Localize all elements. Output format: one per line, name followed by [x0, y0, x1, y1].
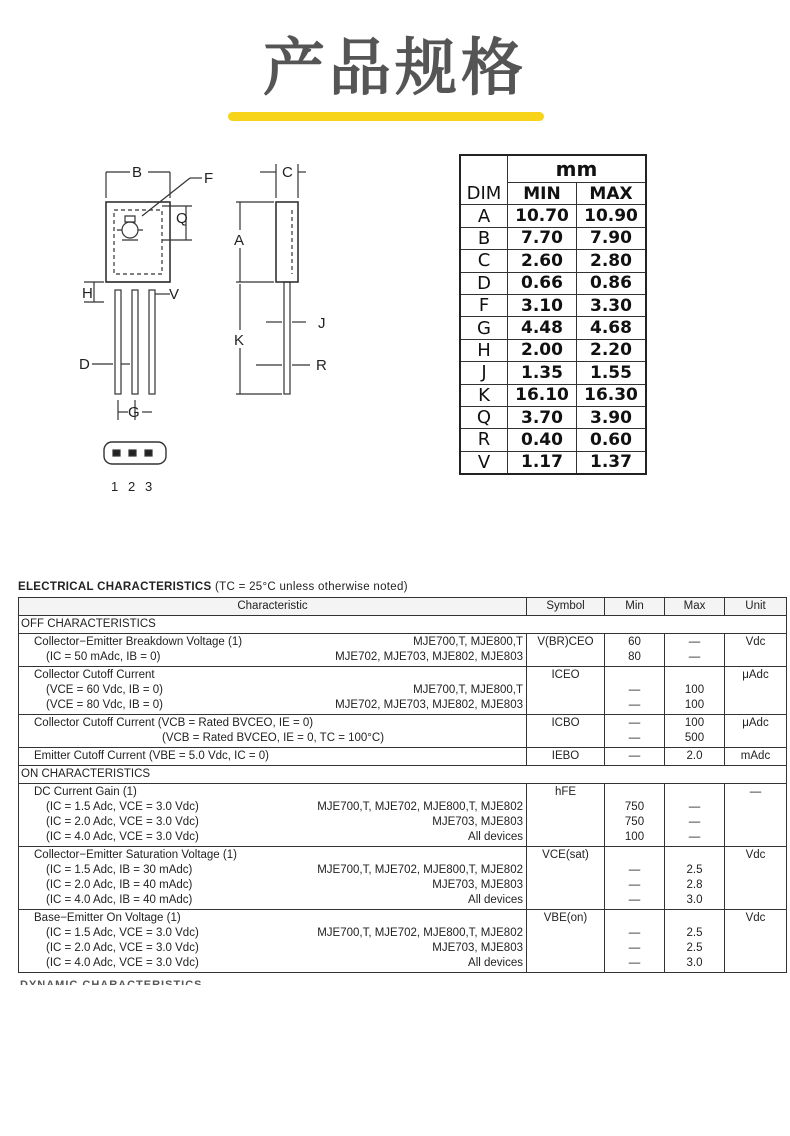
iceo-max2: 100	[684, 699, 705, 711]
vbeon-min2: —	[628, 942, 641, 954]
vcesat-min3: —	[628, 894, 641, 906]
iceo-parts2: MJE702, MJE703, MJE802, MJE803	[335, 699, 523, 711]
vcesat-parts3: All devices	[468, 894, 523, 906]
dimension-row	[460, 294, 646, 316]
dimension-max: 0.86	[577, 272, 647, 294]
hfe-min3: 100	[624, 831, 645, 843]
table-row	[19, 715, 787, 748]
vcesat-max2: 2.8	[686, 879, 703, 891]
col-min: Min	[605, 598, 665, 616]
vcesat-max1: 2.5	[686, 864, 703, 876]
vbeon-max3: 3.0	[686, 957, 703, 969]
front-inner-frame	[114, 210, 162, 274]
vcesat-name: Collector−Emitter Saturation Voltage (1)	[34, 849, 237, 861]
hfe-cond1: (IC = 1.5 Adc, VCE = 3.0 Vdc)	[46, 801, 199, 813]
col-max: Max	[665, 598, 725, 616]
hfe-name: DC Current Gain (1)	[34, 786, 137, 798]
iceo-symbol: ICEO	[527, 667, 605, 715]
pin-2-label: 2	[128, 479, 136, 494]
vbeon-max1: 2.5	[686, 927, 703, 939]
bv-unit: Vdc	[725, 634, 787, 667]
side-body	[276, 202, 298, 282]
label-r: R	[316, 357, 327, 374]
dim-header: DIM	[460, 155, 508, 205]
hfe-cond2: (IC = 2.0 Adc, VCE = 3.0 Vdc)	[46, 816, 199, 828]
max-header: MAX	[577, 183, 647, 205]
iceo-min1: —	[628, 684, 641, 696]
vbeon-parts3: All devices	[468, 957, 523, 969]
hfe-symbol: hFE	[527, 784, 605, 847]
electrical-characteristics	[18, 581, 778, 973]
dimension-dim: V	[460, 451, 508, 474]
electrical-table	[18, 597, 787, 973]
label-g: G	[128, 404, 140, 421]
hfe-min1: 750	[624, 801, 645, 813]
col-symbol: Symbol	[527, 598, 605, 616]
iebo-symbol: IEBO	[527, 748, 605, 766]
vbeon-symbol: VBE(on)	[527, 910, 605, 973]
section-off: OFF CHARACTERISTICS	[19, 616, 787, 634]
dimension-dim: D	[460, 272, 508, 294]
dimension-max: 1.37	[577, 451, 647, 474]
dimension-min: 7.70	[508, 227, 577, 249]
icbo-name: Collector Cutoff Current (VCB = Rated BVCEO, IE = 0)	[34, 717, 314, 729]
icbo-max2: 500	[684, 732, 705, 744]
bottom-whitespace	[18, 985, 790, 1136]
table-row	[19, 748, 787, 766]
dimension-row	[460, 227, 646, 249]
vcesat-cond2: (IC = 2.0 Adc, IB = 40 mAdc)	[46, 879, 193, 891]
dimension-row	[460, 384, 646, 406]
icbo-min2: —	[628, 732, 641, 744]
label-a: A	[234, 232, 245, 249]
dimension-min: 3.70	[508, 406, 577, 428]
label-v: V	[169, 286, 180, 303]
dimension-dim: B	[460, 227, 508, 249]
dimension-row	[460, 205, 646, 227]
pin-1-label: 1	[111, 479, 119, 494]
hfe-unit: —	[725, 784, 787, 847]
hfe-parts1: MJE700,T, MJE702, MJE800,T, MJE802	[317, 801, 523, 813]
iceo-unit: μAdc	[725, 667, 787, 715]
iebo-max: 2.0	[665, 748, 725, 766]
section-on: ON CHARACTERISTICS	[19, 766, 787, 784]
lead-1	[115, 290, 121, 394]
hfe-max3: —	[688, 831, 701, 843]
dimension-min: 2.60	[508, 250, 577, 272]
unit-header: mm	[508, 155, 647, 183]
table-row	[19, 667, 787, 715]
label-c: C	[282, 164, 293, 181]
bv-name: Collector−Emitter Breakdown Voltage (1)	[34, 636, 243, 648]
hfe-min2: 750	[624, 816, 645, 828]
dimension-row	[460, 406, 646, 428]
bv-symbol: V(BR)CEO	[527, 634, 605, 667]
label-j: J	[318, 315, 326, 332]
iceo-min2: —	[628, 699, 641, 711]
iceo-max1: 100	[684, 684, 705, 696]
dimension-max: 3.30	[577, 294, 647, 316]
icbo-cond: (VCB = Rated BVCEO, IE = 0, TC = 100°C)	[162, 732, 385, 744]
dimension-row	[460, 317, 646, 339]
dimensions-table	[459, 154, 647, 475]
iceo-cond2: (VCE = 80 Vdc, IB = 0)	[46, 699, 163, 711]
dimension-min: 2.00	[508, 339, 577, 361]
dimension-max: 7.90	[577, 227, 647, 249]
table-row	[19, 910, 787, 973]
side-lead	[284, 282, 290, 394]
dimension-min: 16.10	[508, 384, 577, 406]
dimension-min: 4.48	[508, 317, 577, 339]
iceo-name: Collector Cutoff Current	[34, 669, 155, 681]
dimension-min: 0.66	[508, 272, 577, 294]
table-row	[19, 847, 787, 910]
dimension-max: 0.60	[577, 429, 647, 451]
lead-2	[132, 290, 138, 394]
label-d: D	[79, 356, 90, 373]
icbo-unit: μAdc	[725, 715, 787, 748]
vcesat-max3: 3.0	[686, 894, 703, 906]
dimension-row	[460, 362, 646, 384]
lead-3	[149, 290, 155, 394]
dimension-dim: J	[460, 362, 508, 384]
iceo-cond1: (VCE = 60 Vdc, IB = 0)	[46, 684, 163, 696]
electrical-heading	[18, 581, 778, 593]
table-row	[19, 784, 787, 847]
package-outline-drawing	[70, 150, 370, 500]
label-q: Q	[176, 210, 188, 227]
dimension-max: 4.68	[577, 317, 647, 339]
col-characteristic: Characteristic	[19, 598, 527, 616]
dimension-row	[460, 272, 646, 294]
vbeon-parts1: MJE700,T, MJE702, MJE800,T, MJE802	[317, 927, 523, 939]
vbeon-unit: Vdc	[725, 910, 787, 973]
dimension-max: 3.90	[577, 406, 647, 428]
iceo-parts1: MJE700,T, MJE800,T	[413, 684, 523, 696]
vbeon-max2: 2.5	[686, 942, 703, 954]
dimension-min: 3.10	[508, 294, 577, 316]
vcesat-parts1: MJE700,T, MJE702, MJE800,T, MJE802	[317, 864, 523, 876]
dimension-dim: H	[460, 339, 508, 361]
label-b: B	[132, 164, 143, 181]
vbeon-parts2: MJE703, MJE803	[432, 942, 523, 954]
icbo-symbol: ICBO	[527, 715, 605, 748]
electrical-heading-note: (TC = 25°C unless otherwise noted)	[215, 581, 408, 593]
bv-cond: (IC = 50 mAdc, IB = 0)	[46, 651, 161, 663]
dimension-row	[460, 250, 646, 272]
dimension-dim: C	[460, 250, 508, 272]
col-unit: Unit	[725, 598, 787, 616]
dimension-row	[460, 429, 646, 451]
dimension-dim: G	[460, 317, 508, 339]
dimension-row	[460, 451, 646, 474]
dimension-dim: A	[460, 205, 508, 227]
vbeon-cond1: (IC = 1.5 Adc, VCE = 3.0 Vdc)	[46, 927, 199, 939]
vcesat-cond3: (IC = 4.0 Adc, IB = 40 mAdc)	[46, 894, 193, 906]
dimension-dim: Q	[460, 406, 508, 428]
hfe-parts3: All devices	[468, 831, 523, 843]
dimension-max: 2.20	[577, 339, 647, 361]
vcesat-min1: —	[628, 864, 641, 876]
iebo-min: —	[605, 748, 665, 766]
dimension-max: 10.90	[577, 205, 647, 227]
icbo-max1: 100	[684, 717, 705, 729]
hfe-max1: —	[688, 801, 701, 813]
dimension-max: 16.30	[577, 384, 647, 406]
label-h: H	[82, 285, 93, 302]
vcesat-symbol: VCE(sat)	[527, 847, 605, 910]
label-f: F	[204, 170, 214, 187]
bv-cond-parts: MJE702, MJE703, MJE802, MJE803	[335, 651, 523, 663]
vbeon-min1: —	[628, 927, 641, 939]
dimension-min: 1.17	[508, 451, 577, 474]
iebo-name: Emitter Cutoff Current (VBE = 5.0 Vdc, IC = 0)	[34, 750, 269, 762]
dimension-dim: F	[460, 294, 508, 316]
page-title: 产品规格	[262, 31, 527, 104]
hfe-parts2: MJE703, MJE803	[432, 816, 523, 828]
icbo-min1: —	[628, 717, 641, 729]
front-body	[106, 202, 170, 282]
electrical-heading-title: ELECTRICAL CHARACTERISTICS	[18, 581, 212, 593]
vcesat-parts2: MJE703, MJE803	[432, 879, 523, 891]
iebo-unit: mAdc	[725, 748, 787, 766]
vcesat-cond1: (IC = 1.5 Adc, IB = 30 mAdc)	[46, 864, 193, 876]
vcesat-unit: Vdc	[725, 847, 787, 910]
dimension-min: 0.40	[508, 429, 577, 451]
vbeon-cond3: (IC = 4.0 Adc, VCE = 3.0 Vdc)	[46, 957, 199, 969]
dimension-dim: R	[460, 429, 508, 451]
bv-min1: 60	[628, 636, 641, 648]
hfe-max2: —	[688, 816, 701, 828]
dimension-max: 1.55	[577, 362, 647, 384]
bv-max1: —	[688, 636, 701, 648]
vbeon-name: Base−Emitter On Voltage (1)	[34, 912, 181, 924]
title-underline-bar	[228, 112, 544, 121]
bv-min2: 80	[628, 651, 641, 663]
dimension-row	[460, 339, 646, 361]
pin-3-label: 3	[145, 479, 153, 494]
vbeon-min3: —	[628, 957, 641, 969]
hfe-cond3: (IC = 4.0 Adc, VCE = 3.0 Vdc)	[46, 831, 199, 843]
dimension-max: 2.80	[577, 250, 647, 272]
vbeon-cond2: (IC = 2.0 Adc, VCE = 3.0 Vdc)	[46, 942, 199, 954]
dimension-min: 1.35	[508, 362, 577, 384]
min-header: MIN	[508, 183, 577, 205]
vcesat-min2: —	[628, 879, 641, 891]
mounting-hole	[122, 222, 138, 238]
dimension-dim: K	[460, 384, 508, 406]
table-row	[19, 634, 787, 667]
bv-parts: MJE700,T, MJE800,T	[413, 636, 523, 648]
bv-max2: —	[688, 651, 701, 663]
label-k: K	[234, 332, 245, 349]
dimension-min: 10.70	[508, 205, 577, 227]
